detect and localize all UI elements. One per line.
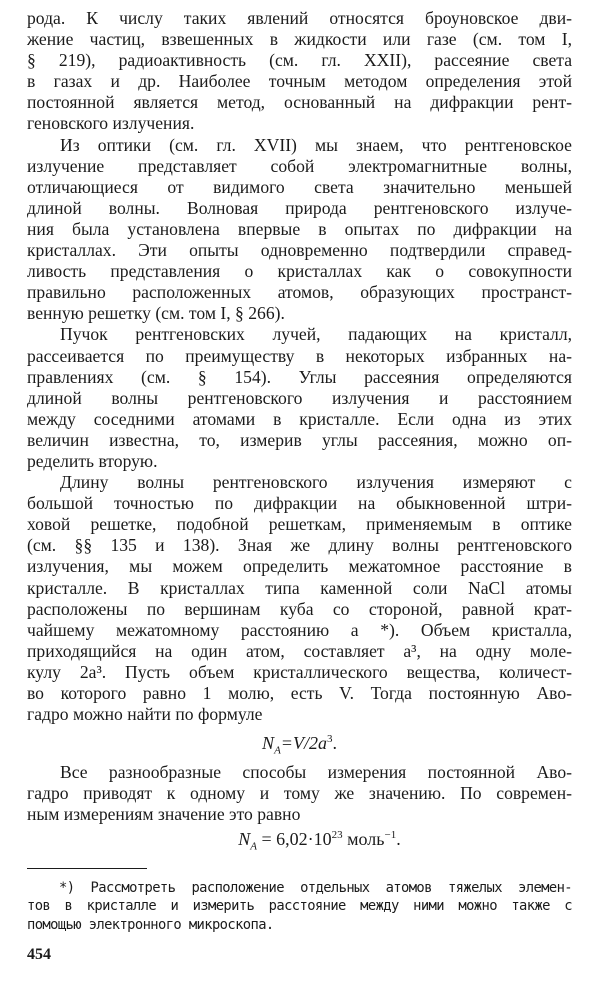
text-line: расположены по вершинам куба со стороной, равной крат- [27,598,572,619]
text-line: кристаллах. Эти опыты одновременно подтвердили справед- [27,240,572,261]
text-line: длиной волны. Волновая природа рентгеновского излуче- [27,197,572,218]
text-line: Все разнообразные способы измерения постоянной Аво- [60,762,572,783]
paragraph-2 [27,135,572,325]
footnote-divider [27,868,147,869]
text-line: чайшему межатомному расстоянию a *). Объем кристалла, [27,619,572,640]
text-line: § 219), радиоактивность (см. гл. XXII), рассеяние света [27,50,572,71]
formula-value: = 6,02·10 [257,829,332,850]
text-line: геновского излучения. [27,113,195,134]
text-line: правильно расположенных атомов, образующих пространст- [27,282,572,303]
text-line: излучение представляет собой электромагнитные волны, [27,155,572,176]
text-line: излучения, мы можем определить межатомное расстояние в [27,556,572,577]
footnote [27,879,572,934]
text-line: гадро можно найти по формуле [27,704,263,725]
text-line: ливость представления о кристаллах как о совокупности [27,261,572,282]
formula-avogadro [27,733,572,757]
text-line: ным измерениям значение это равно [27,804,301,825]
formula-unit: моль [342,829,385,850]
formula-symbol: N [262,733,275,754]
formula-end: . [332,733,337,754]
paragraph-4 [27,472,572,725]
footnote-line: тов в кристалле и измерить расстояние между ними можно также с [27,898,572,915]
text-line: венную решетку (см. том I, § 266). [27,303,285,324]
formula-body: =V/2a [280,733,327,754]
text-line: правлениях (см. § 154). Углы рассеяния определяются [27,366,572,387]
text-line: гадро приводят к одному и тому же значению. По современ- [27,783,572,804]
text-line: Длину волны рентгеновского излучения измеряют с [60,472,572,493]
formula-power: 3 [326,733,333,746]
text-line: между соседними атомами в кристалле. Если одна из этих [27,408,572,429]
text-line: кулу 2a³. Пусть объем кристаллического вещества, количест- [27,661,572,682]
footnote-line: помощью электронного микроскопа. [27,916,274,933]
formula-power: 23 [331,829,343,842]
text-line: постоянной является метод, основанный на дифракции рент- [27,92,572,113]
footnote-line: *) Рассмотреть расположение отдельных атомов тяжелых элемен- [59,880,572,896]
formula-subscript: A [250,841,257,854]
text-line: кристалле. В кристаллах типа каменной соли NaCl атомы [27,577,572,598]
text-line: ния была установлена впервые в опытах по дифракции на [27,218,572,239]
text-line: большой точностью по дифракции на обыкновенной штри- [27,493,572,514]
page-number: 454 [27,946,51,963]
text-line: длиной волны рентгеновского излучения и расстоянием [27,387,572,408]
text-line: ховой решетке, подобной решеткам, применяемым в оптике [27,514,572,535]
text-line: в газах и др. Наиболее точным методом определения этой [27,71,572,92]
text-line: отличающиеся от видимого света значительно меньшей [27,176,572,197]
text-line: Из оптики (см. гл. XVII) мы знаем, что рентгеновское [60,134,572,155]
formula-symbol: N [238,829,251,850]
formula-end: . [396,829,401,850]
text-line: (см. §§ 135 и 138). Зная же длину волны рентгеновского [27,535,572,556]
formula-unit-power: −1 [384,829,397,842]
formula-avogadro-value [27,829,572,854]
main-text [27,8,572,854]
formula-subscript: A [274,744,281,757]
text-line: рода. К числу таких явлений относятся броуновское дви- [27,8,572,28]
text-line: приходящийся на один атом, составляет a³, на одну моле- [27,640,572,661]
text-line: рассеивается по преимуществу в некоторых избранных на- [27,345,572,366]
text-line: Пучок рентгеновских лучей, падающих на кристалл, [60,324,572,345]
text-line: ределить вторую. [27,450,158,471]
paragraph-1 [27,8,572,135]
text-line: величин известна, то, измерив углы рассеяния, можно оп- [27,429,572,450]
paragraph-3 [27,324,572,472]
paragraph-5 [27,762,572,825]
text-line: жение частиц, взвешенных в жидкости или газе (см. том I, [27,29,572,50]
text-line: во которого равно 1 молю, есть V. Тогда постоянную Аво- [27,683,572,703]
